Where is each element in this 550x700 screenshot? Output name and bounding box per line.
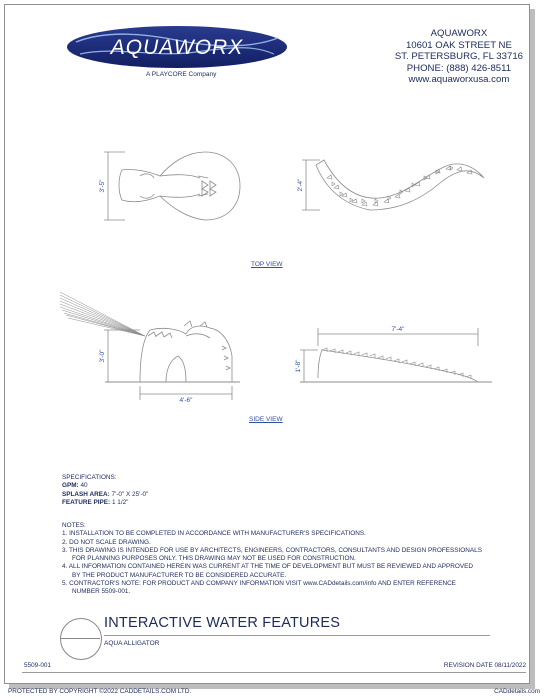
dim-side-right-length: 7'-4" [391,326,405,333]
note-item: 2. DO NOT SCALE DRAWING. [62,538,151,546]
spec-pipe: FEATURE PIPE: 1 1/2" [62,498,129,506]
company-address-1: 10601 OAK STREET NE [405,39,512,51]
reference-number: 5509-001 [24,662,52,669]
copyright-notice: PROTECTED BY COPYRIGHT ©2022 CADDETAILS.COM LTD. [8,688,192,695]
note-item: 4. ALL INFORMATION CONTAINED HEREIN WAS CURRENT AT THE TIME OF DEVELOPMENT BUT MUST BE REVIEWED AND APPROVED BY THE PRODUCT MANUFACTURER TO BE CONSIDERED ACCURATE. [62,563,473,579]
spec-splash: SPLASH AREA: 7'-0" X 25'-0" [62,490,149,498]
company-address-2: ST. PETERSBURG, FL 33716 [394,51,523,62]
dim-side-left-length: 4'-6" [179,397,193,404]
dim-side-left-height: 3'-0" [99,349,106,363]
water-spray [60,292,145,336]
title-block-symbol [60,618,102,660]
note-item: 1. INSTALLATION TO BE COMPLETED IN ACCORDANCE WITH MANUFACTURER'S SPECIFICATIONS. [62,530,366,538]
company-phone: PHONE: (888) 426-8511 [406,62,512,74]
drawing-title: INTERACTIVE WATER FEATURES [104,615,341,631]
caddetails-link[interactable]: CADdetails.com [494,688,540,695]
logo-wordmark: AQUAWORX [110,36,244,59]
dim-side-right-height: 1'-8" [295,359,302,373]
top-view-tail [316,160,484,210]
side-view-tail [318,348,478,382]
notes-heading: NOTES: [62,522,86,529]
side-view-label: SIDE VIEW [249,416,283,423]
drawing-subtitle: AQUA ALLIGATOR [104,640,160,647]
company-name: AQUAWORX [430,28,488,39]
top-view-head [119,152,240,220]
company-website: www.aquaworxusa.com [408,74,510,85]
logo-tagline: A PLAYCORE Company [146,71,217,78]
dim-top-right: 2'-4" [297,178,304,192]
title-block-symbol-divider [60,638,100,639]
notes [62,522,482,597]
specifications [62,474,148,507]
title-rule [104,635,490,636]
dim-top-left: 3'-5" [99,179,106,193]
revision-date: REVISION DATE 08/11/2022 [443,662,526,669]
notes-list [62,530,482,596]
footer-rule [22,672,526,673]
top-view-label: TOP VIEW [251,261,283,268]
side-view-head [140,321,232,382]
note-item: 5. CONTRACTOR'S NOTE: FOR PRODUCT AND COMPANY INFORMATION VISIT www.CADdetails.com/info AND ENTER REFERENCE NUMBER 5509-001. [62,580,456,596]
specs-heading: SPECIFICATIONS: [62,474,117,481]
note-item: 3. THIS DRAWING IS INTENDED FOR USE BY ARCHITECTS, ENGINEERS, CONTRACTORS, CONSULTANTS AND DESIGN PROFESSIONALS FOR PLANNING PURPOSES ONLY. THIS DRAWING MAY NOT BE USED FOR CONSTRUCTION. [62,546,482,563]
spec-gpm: GPM: 40 [62,482,88,490]
